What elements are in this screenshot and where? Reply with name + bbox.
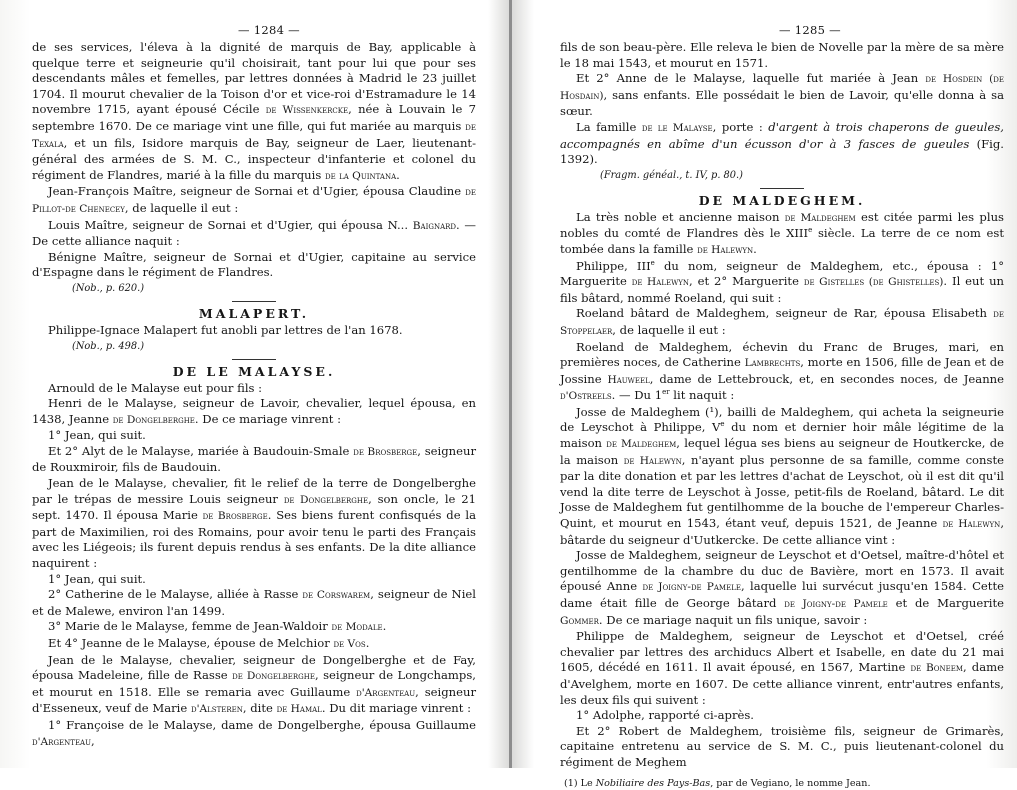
paragraph: Josse de Maldeghem (¹), bailli de Maldeghem, qui acheta la seigneurie de Leyschot à Philippe, Ve du nom et dernier hoir mâle légitime de la maison de Maldeghem, lequel légua ses biens au seigneur de Houtkercke, de la maison de Halewyn, n'ayant plus personne de sa famille, comme conste par la dite donation et par les lettres d'achat de Leyschot, où il est dit qu'il vend la dite terre de Leyschot à Josse, petit-fils de Roeland, bâtard. Le dit Josse de Maldeghem fut gentilhomme de la bouche de l'empereur Charles-Quint, et mourut en 1543, étant veuf, depuis 1521, de Jeanne de Halewyn, bâtarde du seigneur d'Uutkercke. De cette alliance vint :: [560, 404, 1004, 547]
paragraph: Bénigne Maître, seigneur de Sornai et d'Ugier, capitaine au service d'Espagne dans le régiment de Flandres.: [32, 249, 476, 280]
paragraph: Josse de Maldeghem, seigneur de Leyschot et d'Oetsel, maître-d'hôtel et gentilhomme de la chambre du duc de Bavière, mort en 1573. Il avait épousé Anne de Joigny-de Pamele, laquelle lui survécut jusqu'en 1584. Cette dame était fille de George bâtard de Joigny-de Pamele et de Marguerite Gommer. De ce mariage naquit un fils unique, savoir :: [560, 548, 1004, 627]
paragraph: La très noble et ancienne maison de Maldeghem est citée parmi les plus nobles du comté de Flandres dès le XIIIe siècle. La terre de ce nom est tombée dans la famille de Halewyn.: [560, 209, 1004, 256]
paragraph: Roeland bâtard de Maldeghem, seigneur de Rar, épousa Elisabeth de Stoppelaer, de laquelle il eut :: [560, 306, 1004, 337]
section-title-maldeghem: DE MALDEGHEM.: [698, 192, 866, 208]
paragraph: Philippe, IIIe du nom, seigneur de Maldeghem, etc., épousa : 1° Marguerite de Halewyn, et 2° Marguerite de Gistelles (de Ghistelles). Il eut un fils bâtard, nommé Roeland, qui suit :: [560, 258, 1005, 305]
paragraph: Jean-François Maître, seigneur de Sornai et d'Ugier, épousa Claudine de Pillot-de Chenecey, de laquelle il eut :: [32, 184, 476, 215]
paragraph: 1° Adolphe, rapporté ci-après.: [576, 708, 754, 723]
paragraph: 1° Jean, qui suit.: [48, 428, 146, 443]
section-divider: [760, 188, 804, 189]
left-page: [32, 22, 476, 750]
book-gutter: [509, 0, 512, 768]
section-title-malapert: MALAPERT.: [198, 305, 310, 321]
paragraph: fils de son beau-père. Elle releva le bien de Novelle par la mère de sa mère le 18 mai 1543, et mourut en 1571.: [560, 40, 1004, 70]
paragraph: Louis Maître, seigneur de Sornai et d'Ugier, qui épousa N... Baignard. — De cette alliance naquit :: [32, 217, 477, 249]
source-reference: (Fragm. généal., t. IV, p. 80.): [600, 169, 743, 181]
paragraph: 1° Jean, qui suit.: [48, 571, 146, 586]
page-number-right: — 1285 —: [779, 23, 841, 37]
section-divider: [232, 301, 276, 302]
paragraph: Henri de le Malayse, seigneur de Lavoir, chevalier, lequel épousa, en 1438, Jeanne de Dongelberghe. De ce mariage vinrent :: [32, 396, 476, 426]
paragraph: Roeland de Maldeghem, échevin du Franc de Bruges, mari, en premières noces, de Catherine Lambrechts, morte en 1506, fille de Jean et de Jossine Hauweel, dame de Lettebrouck, et, en secondes noces, de Jeanne d'Ostreels. — Du 1er lit naquit :: [560, 339, 1004, 403]
paragraph: Philippe-Ignace Malapert fut anobli par lettres de l'an 1678.: [48, 322, 403, 337]
source-reference: (Nob., p. 620.): [72, 282, 145, 294]
paragraph: Jean de le Malayse, chevalier, fit le relief de la terre de Dongelberghe par le trépas de messire Louis seigneur de Dongelberghe, son oncle, le 21 sept. 1470. Il épousa Marie de Brosberge. Ses biens furent confisqués de la part de Maximilien, roi des Romains, pour avoir tenu le parti des Français avec les Liégeois; ils furent depuis rendus à ses enfants. De la dite alliance naquirent :: [32, 476, 476, 571]
paragraph: Et 2° Alyt de le Malayse, mariée à Baudouin-Smale de Brosberge, seigneur de Rouxmiroir, fils de Baudouin.: [32, 443, 477, 475]
paragraph: Jean de le Malayse, chevalier, seigneur de Dongelberghe et de Fay, épousa Madeleine, fille de Rasse de Dongelberghe, seigneur de Longchamps, et mourut en 1518. Elle se remaria avec Guillaume d'Argenteau, seigneur d'Esseneux, veuf de Marie d'Alsteren, dite de Hamal. Du dit mariage vinrent :: [32, 652, 476, 716]
paragraph: Et 4° Jeanne de le Malayse, épouse de Melchior de Vos.: [48, 636, 370, 650]
right-page: [560, 22, 1004, 790]
paragraph: Philippe de Maldeghem, seigneur de Leyschot et d'Oetsel, créé chevalier par lettres des archiducs Albert et Isabelle, en date du 21 mai 1605, décédé en 1611. Il avait épousé, en 1567, Martine de Boneem, dame d'Avelghem, morte en 1607. De cette alliance vinrent, entr'autres enfants, les deux fils qui suivent :: [560, 629, 1004, 707]
paragraph: 1° Françoise de le Malayse, dame de Dongelberghe, épousa Guillaume d'Argenteau,: [32, 717, 476, 748]
section-divider: [232, 359, 276, 360]
paragraph: de ses services, l'éleva à la dignité de marquis de Bay, applicable à quelque terre et seigneurie qu'il choisirait, tant pour lui que pour ses descendants mâles et femelles, par lettres données à Madrid le 23 juillet 1704. Il mourut chevalier de la Toison d'or et vice-roi d'Estramadure le 14 novembre 1715, ayant épousé Cécile de Wissenkercke, née à Louvain le 7 septembre 1670. De ce mariage vint une fille, qui fut mariée au marquis de Texala, et un fils, Isidore marquis de Bay, seigneur de Laer, lieutenant-général des armées de S. M. C., inspecteur d'infanterie et colonel du régiment de Flandres, marié à la fille du marquis de la Quintana.: [32, 40, 476, 182]
source-reference: (Nob., p. 498.): [72, 340, 145, 352]
section-title-malayse: DE LE MALAYSE.: [172, 363, 336, 379]
paragraph: La famille de le Malayse, porte : d'argent à trois chaperons de gueules, accompagnés en abîme d'un écusson d'or à 3 fasces de gueules (Fig. 1392).: [560, 119, 1004, 167]
paragraph: Et 2° Robert de Maldeghem, troisième fils, seigneur de Grimarès, capitaine entretenu au service de S. M. C., puis lieutenant-colonel du régiment de Meghem: [560, 723, 1004, 769]
page-number-left: — 1284 —: [238, 23, 300, 37]
footnote: (1) Le Nobiliaire des Pays-Bas, par de Vegiano, le nomme Jean.: [564, 777, 871, 789]
paragraph: 2° Catherine de le Malayse, alliée à Rasse de Corswarem, seigneur de Niel et de Malewe, environ l'an 1499.: [32, 587, 476, 618]
paragraph: Et 2° Anne de le Malayse, laquelle fut mariée à Jean de Hosdein (de Hosdain), sans enfants. Elle possédait le bien de Lavoir, qu'elle donna à sa sœur.: [560, 71, 1005, 119]
paragraph: 3° Marie de le Malayse, femme de Jean-Waldoir de Modale.: [48, 619, 387, 634]
paragraph: Arnould de le Malayse eut pour fils :: [48, 380, 263, 395]
